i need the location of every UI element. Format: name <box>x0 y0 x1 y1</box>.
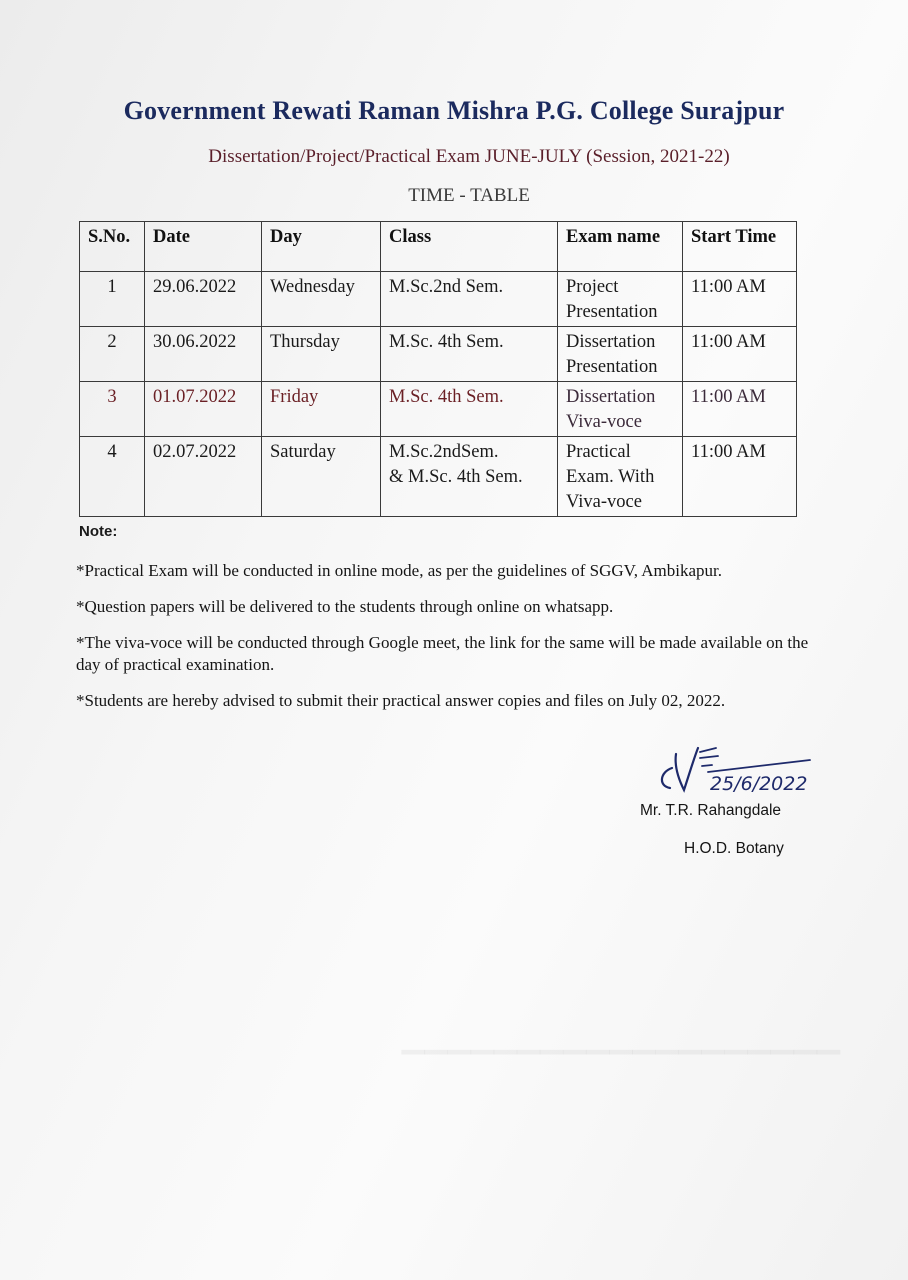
table-row <box>80 382 797 437</box>
cell-sno: 2 <box>80 327 145 382</box>
cell-class <box>381 382 558 437</box>
cell-day: Thursday <box>262 327 381 382</box>
note-item: *The viva-voce will be conducted through Google meet, the link for the same will be made available on the day of practical examination. <box>76 633 809 674</box>
cell-exam: Dissertation Viva-voce <box>558 382 683 437</box>
note-item: *Practical Exam will be conducted in online mode, as per the guidelines of SGGV, Ambikapur. <box>76 561 723 580</box>
exam-title: Dissertation/Project/Practical Exam JUNE-JULY (Session, 2021-22) <box>208 146 730 167</box>
cell-day: Wednesday <box>262 272 381 327</box>
cell-sno: 3 <box>80 382 145 437</box>
cell-time: 11:00 AM <box>683 327 797 382</box>
cell-date: 01.07.2022 <box>145 382 262 437</box>
table-row <box>80 272 797 327</box>
header-date: Date <box>145 222 262 272</box>
cell-time: 11:00 AM <box>683 437 797 517</box>
signature-date: 25/6/2022 <box>710 773 808 795</box>
cell-exam: Dissertation Presentation <box>558 327 683 382</box>
cell-class <box>381 327 558 382</box>
cell-sno: 4 <box>80 437 145 517</box>
note-item: *Question papers will be delivered to the students through online on whatsapp. <box>76 597 614 616</box>
cell-date: 30.06.2022 <box>145 327 262 382</box>
signature-graphic <box>650 738 880 798</box>
timetable <box>79 221 797 517</box>
header-class: Class <box>381 222 558 272</box>
cell-time: 11:00 AM <box>683 272 797 327</box>
bleed-through-texture: ▁▁▁▁▁▁▁▁▁▁▁▁▁▁▁▁▁▁▁ <box>401 1021 840 1054</box>
class-text: M.Sc. 4th Sem. <box>389 387 504 407</box>
header-exam: Exam name <box>558 222 683 272</box>
class-text: M.Sc.2nd Sem. <box>389 277 504 297</box>
cell-sno: 1 <box>80 272 145 327</box>
cell-time: 11:00 AM <box>683 382 797 437</box>
timetable-heading: TIME - TABLE <box>408 185 530 206</box>
cell-day: Friday <box>262 382 381 437</box>
cell-date: 29.06.2022 <box>145 272 262 327</box>
signatory-name: Mr. T.R. Rahangdale <box>640 802 782 819</box>
cell-day: Saturday <box>262 437 381 517</box>
cell-class <box>381 437 558 517</box>
table-row <box>80 437 797 517</box>
cell-exam: Practical Exam. With Viva-voce <box>558 437 683 517</box>
class-text-line2: & M.Sc. 4th Sem. <box>389 467 523 487</box>
header-sno: S.No. <box>80 222 145 272</box>
header-time: Start Time <box>683 222 797 272</box>
signatory-designation: H.O.D. Botany <box>684 840 784 857</box>
note-label: Note: <box>79 523 118 540</box>
header-day: Day <box>262 222 381 272</box>
table-row <box>80 327 797 382</box>
college-name: Government Rewati Raman Mishra P.G. College Surajpur <box>123 96 785 125</box>
cell-exam: Project Presentation <box>558 272 683 327</box>
note-item: *Students are hereby advised to submit their practical answer copies and files on July 02, 2022. <box>76 691 726 710</box>
class-text: M.Sc.2ndSem. <box>389 442 499 462</box>
table-header-row <box>80 222 797 272</box>
class-text: M.Sc. 4th Sem. <box>389 332 504 352</box>
cell-class <box>381 272 558 327</box>
cell-date: 02.07.2022 <box>145 437 262 517</box>
